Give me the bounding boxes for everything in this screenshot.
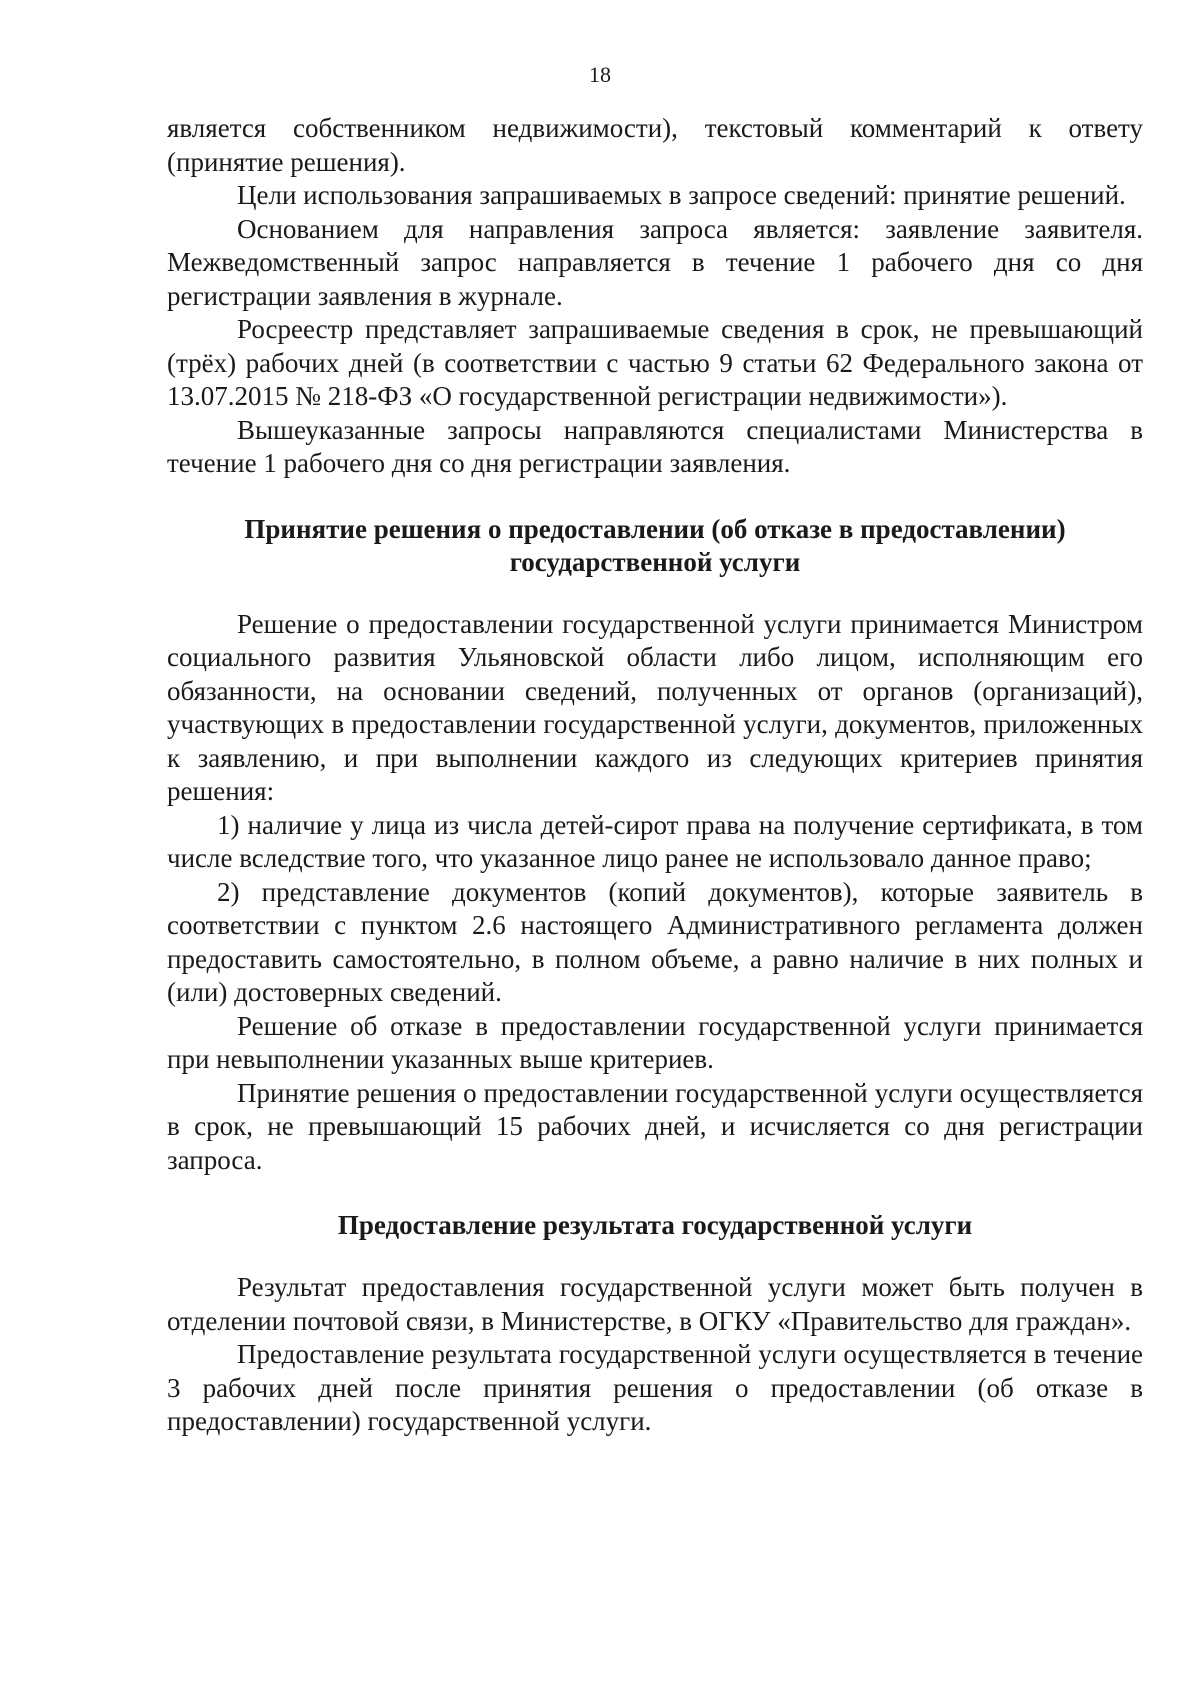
paragraph: Результат предоставления государственной услуги может быть получен в отделении почтовой связи, в Министерстве, в ОГКУ «Правительство для граждан». bbox=[167, 1272, 1143, 1336]
paragraph: является собственником недвижимости), текстовый комментарий к ответу (принятие решения). bbox=[167, 113, 1143, 177]
paragraph: Росреестр представляет запрашиваемые сведения в срок, не превышающий (трёх) рабочих дней (в соответствии с частью 9 статьи 62 Федерального закона от 13.07.2015 № 218-ФЗ «О государственной регистрации недвижимости»). bbox=[167, 314, 1143, 411]
section-body-result bbox=[167, 1271, 1143, 1439]
paragraph: Решение об отказе в предоставлении государственной услуги принимается при невыполнении указанных выше критериев. bbox=[167, 1010, 1143, 1074]
section-body-decision bbox=[167, 608, 1143, 1178]
paragraph: Принятие решения о предоставлении государственной услуги осуществляется в срок, не превышающий 15 рабочих дней, и исчисляется со дня регистрации запроса. bbox=[167, 1077, 1143, 1175]
section-heading-line: Предоставление результата государственной услуги bbox=[337, 1210, 973, 1240]
section-heading-line: государственной услуги bbox=[509, 546, 801, 577]
document-body bbox=[167, 112, 1143, 1439]
paragraph: Решение о предоставлении государственной услуги принимается Министром социального развития Ульяновской области либо лицом, исполняющим его обязанности, на основании сведений, полученных от органов (организаций), участвующих в предоставлении государственной услуги, документов, приложенных к заявлению, и при выполнении каждого из следующих критериев принятия решения: bbox=[167, 608, 1143, 806]
section-heading-decision bbox=[167, 513, 1143, 579]
section-heading-result bbox=[167, 1209, 1143, 1242]
paragraph: Цели использования запрашиваемых в запросе сведений: принятие решений. bbox=[237, 180, 1126, 210]
page-number: 18 bbox=[589, 62, 611, 87]
section-heading-line: Принятие решения о предоставлении (об отказе в предоставлении) bbox=[244, 513, 1066, 544]
paragraph: Вышеуказанные запросы направляются специалистами Министерства в течение 1 рабочего дня со дня регистрации заявления. bbox=[167, 414, 1143, 478]
paragraph: Основанием для направления запроса является: заявление заявителя. Межведомственный запрос направляется в течение 1 рабочего дня со дня регистрации заявления в журнале. bbox=[167, 213, 1143, 311]
list-item: 1) наличие у лица из числа детей-сирот права на получение сертификата, в том числе вследствие того, что указанное лицо ранее не использовало данное право; bbox=[167, 809, 1143, 873]
paragraph: Предоставление результата государственной услуги осуществляется в течение 3 рабочих дней после принятия решения о предоставлении (об отказе в предоставлении) государственной услуги. bbox=[167, 1339, 1143, 1436]
list-item: 2) представление документов (копий документов), которые заявитель в соответствии с пунктом 2.6 настоящего Административного регламента должен предоставить самостоятельно, в полном объеме, а равно наличие в них полных и (или) достоверных сведений. bbox=[167, 876, 1143, 1007]
